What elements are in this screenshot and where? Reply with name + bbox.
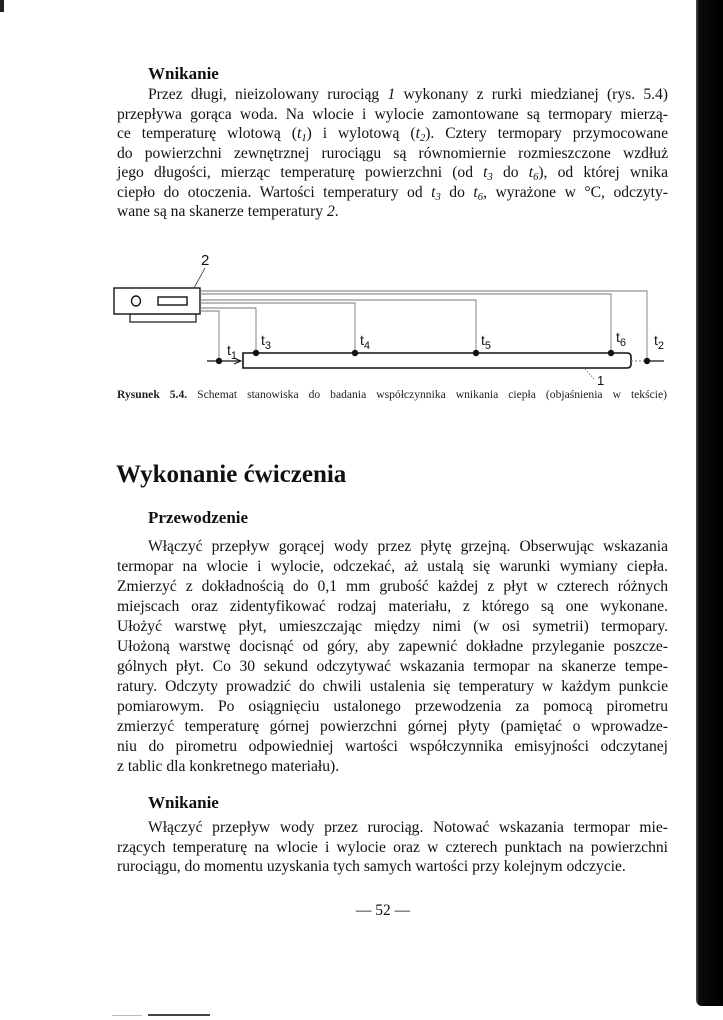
text-line: Ułożoną warstwę docisnąć od góry, aby zapewnić dokładne przyleganie poszcze- [117, 638, 668, 655]
section-heading-wnikanie-2: Wnikanie [148, 793, 219, 812]
figure-caption [117, 388, 667, 402]
thermocouple-dot-t4 [352, 350, 358, 356]
math-subscript: 6 [477, 191, 484, 203]
section-heading-przewodzenie: Przewodzenie [148, 508, 249, 527]
italic-reference: 2 [326, 203, 335, 220]
label-t6: $t_6$ [616, 329, 627, 349]
text-line: Włączyć przepływ wody przez rurociąg. Notować wskazania termopar mie- [148, 819, 668, 836]
label-t4: $t_4$ [360, 332, 371, 352]
math-subscript: 6 [533, 172, 539, 184]
math-variable: $t_3$ [483, 164, 493, 184]
thermocouple-dot-t6 [608, 350, 614, 356]
math-variable: $t_6$ [473, 183, 484, 203]
text-line: z tablic dla konkretnego materiału). [117, 758, 340, 775]
math-subscript: 3 [435, 191, 441, 203]
math-variable: $t_1$ [296, 125, 307, 145]
text-line: jego długości, mierząc temperaturę powierzchni (od $t_3$ do $t_6$), od której wnika [117, 164, 668, 184]
leader-line-scanner [194, 268, 205, 288]
text-line: Włączyć przepływ gorącej wody przez płytę grzejną. Obserwując wskazania [148, 538, 668, 555]
text-line: gólnych płyt. Co 30 sekund odczytywać wskazania termopar na skanerze tempe- [117, 658, 668, 675]
thermocouple-dot-t2 [644, 358, 650, 364]
thermocouple-dot-t3 [253, 350, 259, 356]
italic-reference: 1 [387, 86, 396, 103]
text-line: przepływa gorąca woda. Na wlocie i wylocie zamontowane są termopary mierzą- [117, 105, 668, 123]
page-number: — 52 — [355, 902, 411, 919]
caption-text: Schemat stanowiska do badania współczynnika wnikania ciepła (objaśnienia w tekście) [187, 388, 667, 401]
text-line: zmierzyć temperaturę górnej powierzchni górnej płyty (pamiętać o wprowadze- [117, 718, 668, 735]
text-line: pomiarowym. Po osiągnięciu ustalonego przewodzenia za pomocą pirometru [117, 698, 668, 715]
paragraph-przewodzenie-procedure [117, 537, 668, 777]
text-line: Przez długi, nieizolowany rurociąg 1 wykonany z rurki miedzianej (rys. 5.4) [148, 86, 669, 103]
label-pipe: 1 [597, 373, 605, 388]
thermocouple-dot-t1 [216, 358, 222, 364]
text-line: wane są na skanerze temperatury 2. [117, 203, 339, 220]
math-variable: $t_6$ [528, 164, 539, 184]
leader-line-pipe [585, 369, 595, 380]
wire-t4 [200, 303, 355, 352]
caption-label: Rysunek 5.4. [117, 388, 188, 401]
label-t2: $t_2$ [654, 332, 665, 352]
text-line: ciepło do otoczenia. Wartości temperatury od $t_3$ do $t_6$, wyrażone w °C, odczyty- [117, 183, 669, 203]
math-variable: $t_3$ [431, 183, 441, 203]
text-line: ratury. Odczyty prowadzić do chwili ustalenia się temperatury w każdym punkcie [117, 678, 668, 695]
section-heading-wnikanie: Wnikanie [148, 64, 219, 83]
label-t5: $t_5$ [481, 332, 492, 352]
paragraph-wnikanie-procedure [117, 818, 668, 877]
math-variable: $t_2$ [415, 125, 426, 145]
label-t1: $t_1$ [227, 342, 238, 362]
wire-t1 [200, 311, 219, 361]
thermocouple-dot-t5 [473, 350, 479, 356]
text-line: rzących temperaturę na wlocie i wylocie oraz w czterech punktach na powierzchni [117, 838, 668, 856]
text-line: ce temperaturę wlotową $(t_1)$ i wylotową $(t_2)$. Cztery termopary przymocowane [117, 125, 668, 145]
math-subscript: 1 [301, 133, 307, 145]
math-subscript: 2 [419, 133, 426, 145]
text-line: Ułożyć warstwę płyt, umieszczając między nimi (w osi symetrii) termopary. [117, 618, 668, 635]
label-scanner: 2 [201, 252, 210, 269]
text-line: miejscach oraz zidentyfikować rodzaj materiału, z którego są one wykonane. [117, 598, 668, 615]
label-t3: $t_3$ [261, 332, 272, 352]
temperature-scanner [114, 288, 200, 322]
chapter-title: Wykonanie ćwiczenia [116, 461, 347, 488]
text-line: rurociągu, do momentu uzyskania tych samych wartości przy kolejnym odczycie. [117, 858, 626, 876]
text-line: niu do pirometru odpowiedniej wartości współczynnika emisyjności odczytanej [117, 738, 668, 755]
pipe [243, 353, 631, 368]
math-subscript: 3 [487, 172, 493, 184]
text-line: termopar na wlocie i wylocie, odczekać, aż ustalą się warunki wymiany ciepła. [117, 558, 668, 575]
text-line: Zmierzyć z dokładnością do 0,1 mm grubość każdej z płyt w czterech różnych [117, 578, 668, 595]
text-line: do powierzchni zewnętrznej rurociągu są równomiernie rozmieszczone wzdłuż [117, 144, 668, 162]
